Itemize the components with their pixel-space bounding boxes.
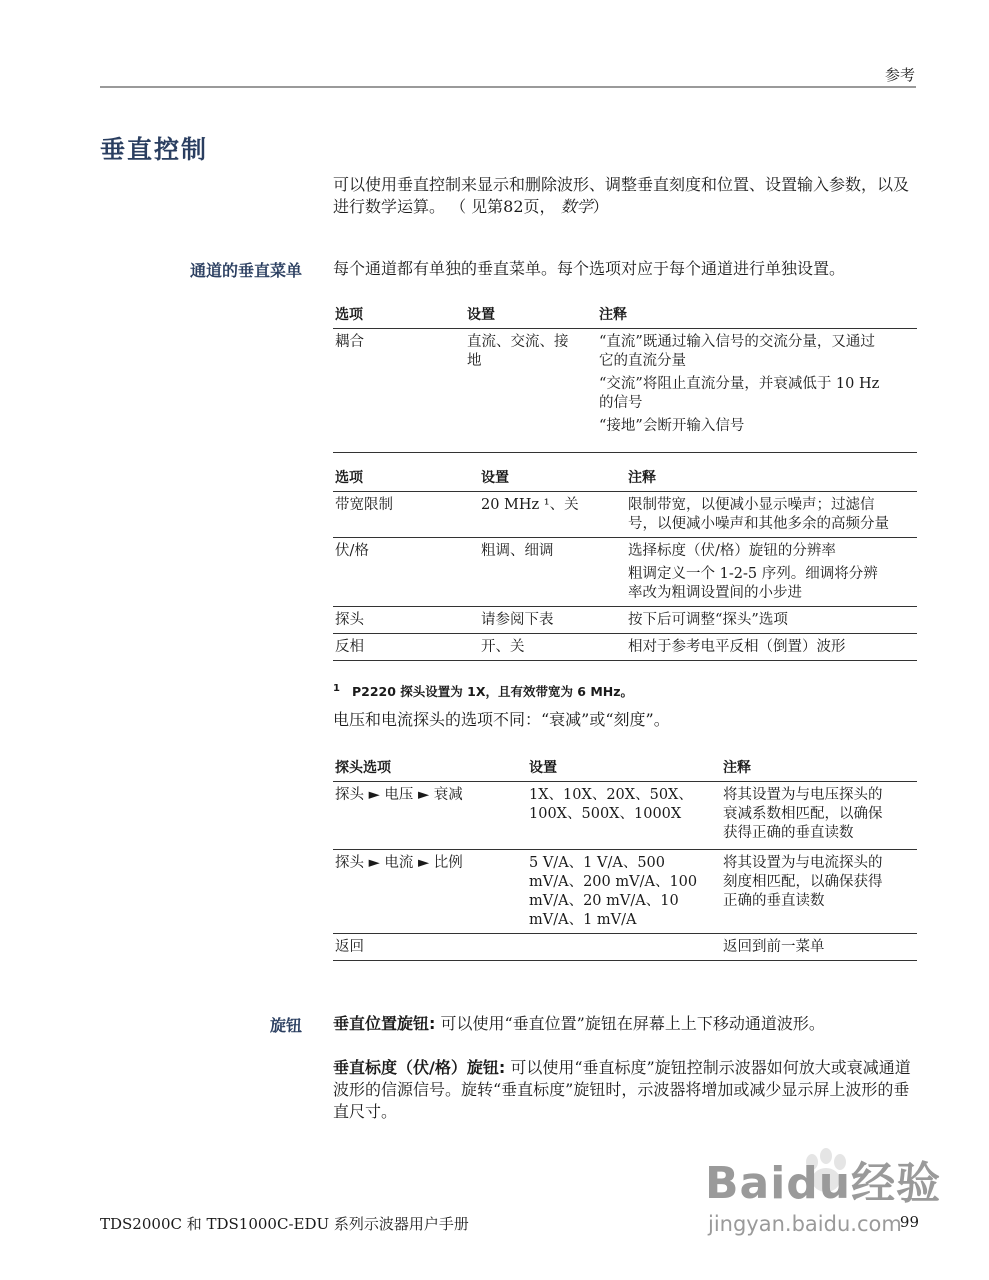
vertical-position-text: 可以使用“垂直位置”旋钮在屏幕上上下移动通道波形。 xyxy=(435,1014,825,1033)
notes-cell xyxy=(721,782,917,850)
note-line: “交流”将阻止直流分量，并衰减低于 10 Hz 的信号 xyxy=(599,376,880,411)
note-line: 按下后可调整“探头”选项 xyxy=(628,612,788,628)
header-section-label: 参考 xyxy=(884,66,915,84)
vertical-position-paragraph xyxy=(333,1013,918,1035)
note-line: 返回到前一菜单 xyxy=(723,939,825,955)
setting-cell xyxy=(527,782,721,850)
options-table xyxy=(333,465,917,661)
header-rule xyxy=(100,86,916,88)
note-line: 相对于参考电平反相（倒置）波形 xyxy=(628,639,846,655)
page-number: 99 xyxy=(899,1213,919,1231)
table-row xyxy=(333,782,917,850)
math-link[interactable]: 数学 xyxy=(560,197,593,216)
channel-menu-description: 每个通道都有单独的垂直菜单。每个选项对应于每个通道进行单独设置。 xyxy=(333,259,846,278)
watermark-url: jingyan.baidu.com xyxy=(708,1212,902,1236)
option-cell: 反相 xyxy=(333,634,479,661)
option-cell: 返回 xyxy=(333,934,527,961)
col-header-setting: 设置 xyxy=(479,465,626,492)
setting-cell xyxy=(527,934,721,961)
col-header-option: 选项 xyxy=(333,302,465,329)
note-line: 粗调定义一个 1-2-5 序列。细调将分辨率改为粗调设置间的小步进 xyxy=(628,566,878,601)
table-row xyxy=(333,850,917,934)
setting-cell: 开、关 xyxy=(479,634,626,661)
col-header-setting: 设置 xyxy=(465,302,597,329)
notes-cell xyxy=(626,538,917,607)
table-row xyxy=(333,538,917,607)
table-row xyxy=(333,492,917,538)
notes-cell xyxy=(626,492,917,538)
col-header-setting: 设置 xyxy=(527,755,721,782)
notes-cell xyxy=(597,329,917,453)
note-line: “接地”会断开输入信号 xyxy=(599,418,745,434)
col-header-notes: 注释 xyxy=(597,302,917,329)
setting-cell: 直流、交流、接地 xyxy=(465,329,597,453)
table-row xyxy=(333,329,917,453)
col-header-option: 探头选项 xyxy=(333,755,527,782)
note-line: “直流”既通过输入信号的交流分量，又通过它的直流分量 xyxy=(599,334,875,369)
vertical-scale-label: 垂直标度（伏/格）旋钮: xyxy=(333,1058,506,1077)
vertical-scale-paragraph xyxy=(333,1057,918,1123)
notes-cell xyxy=(626,634,917,661)
option-cell: 带宽限制 xyxy=(333,492,479,538)
channel-menu-heading: 通道的垂直菜单 xyxy=(189,261,302,280)
setting-cell: 粗调、细调 xyxy=(479,538,626,607)
probe-note: 电压和电流探头的选项不同：“衰减”或“刻度”。 xyxy=(333,710,670,729)
footnote-text: P2220 探头设置为 1X，且有效带宽为 6 MHz。 xyxy=(351,684,634,699)
footnote-mark: 1 xyxy=(333,682,340,694)
option-cell: 伏/格 xyxy=(333,538,479,607)
col-header-notes: 注释 xyxy=(721,755,917,782)
footer-manual-title: TDS2000C 和 TDS1000C-EDU 系列示波器用户手册 xyxy=(100,1215,469,1233)
vertical-scale-text: 可以使用“垂直标度”旋钮控制示波器如何放大或衰减通道波形的信源信号。旋转“垂直标度”旋钮时，示波器将增加或减少显示屏上波形的垂直尺寸。 xyxy=(333,1058,911,1121)
col-header-notes: 注释 xyxy=(626,465,917,492)
setting-text: 1X、10X、20X、50X、100X、500X、1000X xyxy=(529,787,693,822)
table-row xyxy=(333,934,917,961)
option-cell: 探头 ► 电压 ► 衰减 xyxy=(333,782,527,850)
knobs-heading: 旋钮 xyxy=(269,1016,302,1035)
setting-text: 5 V/A、1 V/A、500 mV/A、200 mV/A、100 mV/A、20 mV/A、10 mV/A、1 mV/A xyxy=(529,855,698,928)
table-row xyxy=(333,634,917,661)
note-line: 将其设置为与电压探头的衰减系数相匹配，以确保获得正确的垂直读数 xyxy=(723,787,883,841)
option-cell: 探头 ► 电流 ► 比例 xyxy=(333,850,527,934)
probe-options-table xyxy=(333,755,917,961)
notes-cell xyxy=(721,850,917,934)
coupling-table xyxy=(333,302,917,453)
intro-text-end: ） xyxy=(592,197,609,216)
table-row xyxy=(333,607,917,634)
option-cell: 探头 xyxy=(333,607,479,634)
vertical-position-label: 垂直位置旋钮: xyxy=(333,1014,436,1033)
note-line: 将其设置为与电流探头的刻度相匹配，以确保获得正确的垂直读数 xyxy=(723,855,883,909)
setting-cell: 20 MHz ¹、关 xyxy=(479,492,626,538)
setting-cell: 请参阅下表 xyxy=(479,607,626,634)
intro-text: 可以使用垂直控制来显示和删除波形、调整垂直刻度和位置、设置输入参数，以及进行数学运算。 （ 见第82页， xyxy=(333,175,910,216)
setting-cell xyxy=(527,850,721,934)
option-cell: 耦合 xyxy=(333,329,465,453)
notes-cell xyxy=(626,607,917,634)
footnote xyxy=(333,682,633,700)
page-title: 垂直控制 xyxy=(100,135,209,164)
watermark-brand: Baidu经验 xyxy=(705,1158,942,1209)
note-line: 限制带宽，以便减小显示噪声；过滤信号，以便减小噪声和其他多余的高频分量 xyxy=(628,497,889,532)
col-header-option: 选项 xyxy=(333,465,479,492)
intro-paragraph xyxy=(333,174,918,218)
note-line: 选择标度（伏/格）旋钮的分辨率 xyxy=(628,543,836,559)
notes-cell xyxy=(721,934,917,961)
